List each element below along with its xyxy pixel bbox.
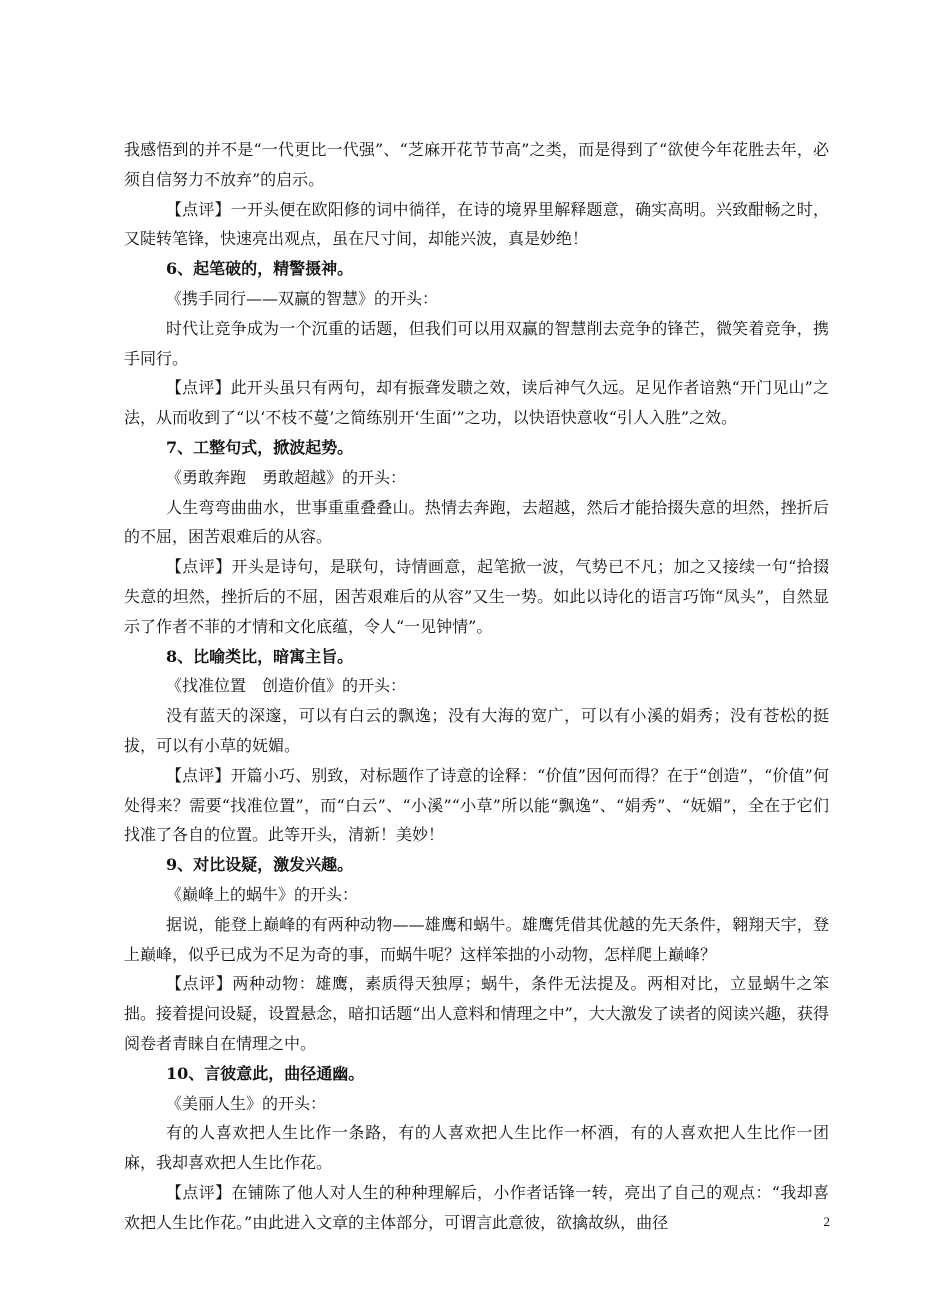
paragraph-comment-9: 【点评】两种动物：雄鹰，素质得天独厚；蜗牛，条件无法提及。两相对比，立显蜗牛之笨拙。接着提问设疑，设置悬念，暗扣话题“出人意料和情理之中”，大大激发了读者的阅读兴趣，获得阅卷者青睐自在情理之中。	[124, 974, 829, 1053]
paragraph-example-6: 时代让竞争成为一个沉重的话题，但我们可以用双赢的智慧削去竞争的锋芒，微笑着竞争，携手同行。	[124, 318, 829, 368]
paragraph-comment-6: 【点评】此开头虽只有两句，却有振聋发聩之效，读后神气久远。足见作者谙熟“开门见山”之法，从而收到了“以‘不枝不蔓’之简练别开‘生面’”之功，以快语快意收“引人入胜”之效。	[124, 378, 829, 428]
page-number: 2	[823, 1214, 830, 1229]
source-title-10: 《美丽人生》的开头：	[166, 1093, 327, 1113]
document-body	[124, 135, 829, 1237]
section-heading-6: 6、起笔破的，精警摄神。	[166, 259, 354, 279]
section-heading-9: 9、对比设疑，激发兴趣。	[166, 855, 354, 875]
source-title-9: 《巅峰上的蜗牛》的开头：	[166, 884, 359, 904]
paragraph-intro-body: 我感悟到的并不是“一代更比一代强”、“芝麻开花节节高”之类，而是得到了“欲使今年花胜去年，必须自信努力不放弃”的启示。	[124, 140, 829, 189]
section-heading-8: 8、比喻类比，暗寓主旨。	[166, 646, 354, 666]
paragraph-example-7: 人生弯弯曲曲水，世事重重叠叠山。热情去奔跑，去超越，然后才能拾掇失意的坦然，挫折后的不屈，困苦艰难后的从容。	[124, 497, 829, 547]
paragraph-comment-7: 【点评】开头是诗句，是联句，诗情画意，起笔掀一波，气势已不凡；加之又接续一句“拾掇失意的坦然，挫折后的不屈，困苦艰难后的从容”又生一势。如此以诗化的语言巧饰“凤头”，自然显示了作者不菲的才情和文化底蕴，令人“一见钟情”。	[124, 557, 829, 636]
section-heading-7: 7、工整句式，掀波起势。	[166, 437, 354, 457]
section-heading-10: 10、言彼意此，曲径通幽。	[166, 1063, 365, 1083]
source-title-7: 《勇敢奔跑 勇敢超越》的开头：	[166, 467, 407, 487]
paragraph-comment-8: 【点评】开篇小巧、别致，对标题作了诗意的诠释：“价值”因何而得？在于“创造”，“价值”何处得来？需要“找准位置”，而“白云”、“小溪”“小草”所以能“飘逸”、“娟秀”、“妩媚”，全在于它们找准了各自的位置。此等开头，清新！美妙！	[124, 765, 829, 845]
paragraph-comment-10: 【点评】在铺陈了他人对人生的种种理解后，小作者话锋一转，亮出了自己的观点：“我却喜欢把人生比作花。”由此进入文章的主体部分，可谓言此意彼，欲擒故纵，曲径	[124, 1182, 829, 1232]
paragraph-example-9: 据说，能登上巅峰的有两种动物——雄鹰和蜗牛。雄鹰凭借其优越的先天条件，翱翔天宇，登上巅峰，似乎已成为不足为奇的事，而蜗牛呢？这样笨拙的小动物，怎样爬上巅峰？	[124, 914, 829, 964]
paragraph-comment-5: 【点评】一开头便在欧阳修的词中徜徉，在诗的境界里解释题意，确实高明。兴致酣畅之时，又陡转笔锋，快速亮出观点，虽在尺寸间，却能兴波，真是妙绝！	[124, 199, 829, 249]
source-title-6: 《携手同行——双赢的智慧》的开头：	[166, 288, 439, 308]
paragraph-example-10: 有的人喜欢把人生比作一条路，有的人喜欢把人生比作一杯酒，有的人喜欢把人生比作一团麻，我却喜欢把人生比作花。	[124, 1123, 829, 1173]
source-title-8: 《找准位置 创造价值》的开头：	[166, 676, 407, 696]
paragraph-example-8: 没有蓝天的深邃，可以有白云的飘逸；没有大海的宽广，可以有小溪的娟秀；没有苍松的挺拔，可以有小草的妩媚。	[124, 706, 829, 755]
